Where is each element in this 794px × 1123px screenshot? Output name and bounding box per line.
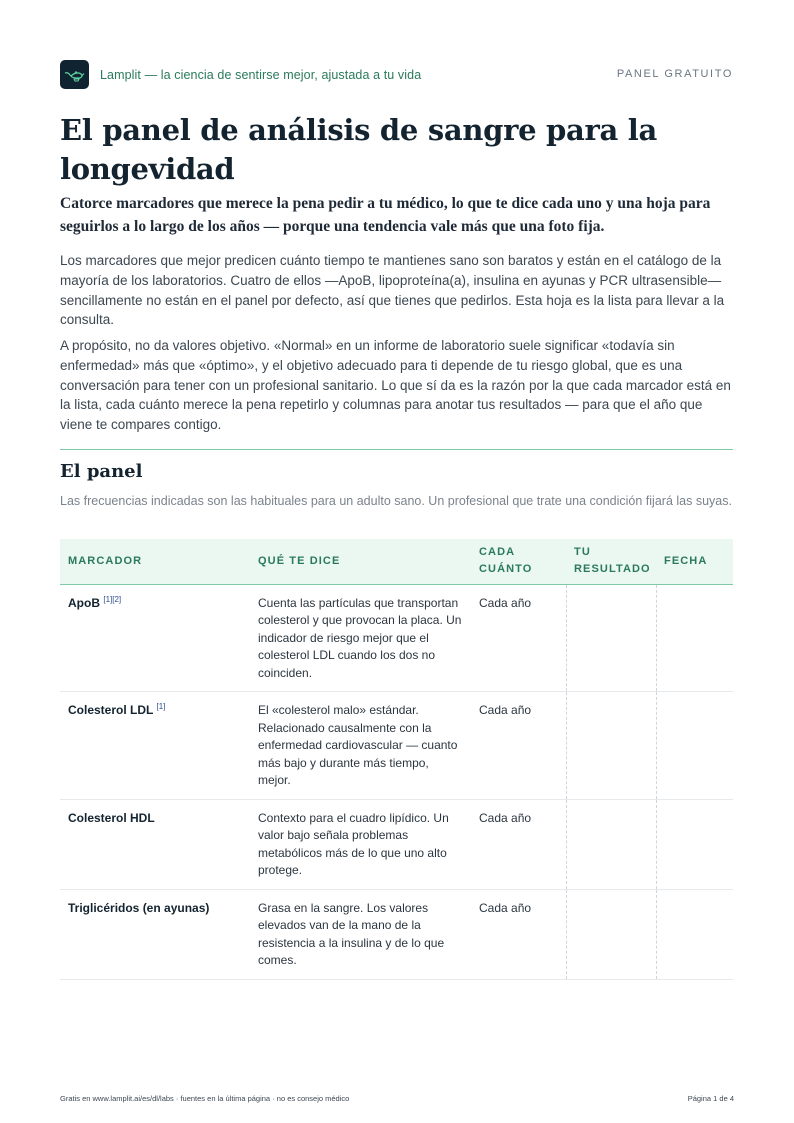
intro-paragraph: A propósito, no da valores objetivo. «Normal» en un informe de laboratorio suele significar «todavía sin enfermedad» más que «óptimo», y el objetivo adecuado para ti depende de tu riesgo global, que es una conversación para tener con un profesional sanitario. Lo que sí da es la razón por la que cada marcador está en la lista, cada cuánto merece la pena repetirlo y columnas para anotar tus resultados — para que el año que viene te compares contigo. (60, 338, 731, 433)
section-note: Las frecuencias indicadas son las habituales para un adulto sano. Un profesional que trate una condición fijará las suyas. (60, 494, 732, 508)
result-entry-cell (566, 799, 656, 889)
section-title: El panel (60, 461, 143, 482)
column-header-date: FECHA (656, 539, 733, 584)
marker-name: ApoB (68, 595, 100, 610)
meaning-cell: El «colesterol malo» estándar. Relacionado causalmente con la enfermedad cardiovascular — cuanto más bajo y durante más tiempo, mejor. (250, 692, 471, 800)
frequency-cell: Cada año (471, 584, 566, 692)
table-header-row (60, 539, 733, 584)
brand-tagline-link[interactable]: Lamplit — la ciencia de sentirse mejor, ajustada a tu vida (100, 68, 422, 82)
marker-name-cell (60, 799, 250, 889)
meaning-cell: Grasa en la sangre. Los valores elevados van de la mano de la resistencia a la insulina y de lo que comes. (250, 889, 471, 979)
page-subtitle: Catorce marcadores que merece la pena pedir a tu médico, lo que te dice cada uno y una hoja para seguirlos a lo largo de los años — porque una tendencia vale más que una foto fija. (60, 195, 711, 235)
frequency-cell: Cada año (471, 692, 566, 800)
intro-paragraph: Los marcadores que mejor predicen cuánto tiempo te mantienes sano son baratos y están en el catálogo de la mayoría de los laboratorios. Cuatro de ellos —ApoB, lipoproteína(a), insulina en ayunas y PCR ultrasensible— sencillamente no están en el panel por defecto, así que tienes que pedirlos. Esta hoja es la lista para llevar a la consulta. (60, 253, 725, 328)
table-row (60, 889, 733, 979)
table-row (60, 584, 733, 692)
marker-name-cell (60, 692, 250, 800)
date-entry-cell (656, 584, 733, 692)
meaning-cell: Contexto para el cuadro lipídico. Un valor bajo señala problemas metabólicos más de lo que uno alto protege. (250, 799, 471, 889)
page-number: Página 1 de 4 (687, 1094, 734, 1103)
panel-tag: PANEL GRATUITO (616, 68, 733, 80)
column-header-meaning: QUÉ TE DICE (250, 539, 471, 584)
marker-name-cell (60, 889, 250, 979)
result-entry-cell (566, 692, 656, 800)
column-header-frequency: CADA CUÁNTO (471, 539, 566, 584)
footer-note: Gratis en www.lamplit.ai/es/dl/labs · fuentes en la última página · no es consejo médico (60, 1094, 350, 1103)
marker-name: Colesterol HDL (68, 810, 155, 825)
table-row (60, 692, 733, 800)
column-header-result: TU RESULTADO (566, 539, 656, 584)
marker-name: Triglicéridos (en ayunas) (68, 900, 210, 915)
table-row (60, 799, 733, 889)
date-entry-cell (656, 889, 733, 979)
column-header-marker: MARCADOR (60, 539, 250, 584)
marker-name: Colesterol LDL (68, 703, 154, 717)
genie-lamp-icon (64, 68, 85, 82)
result-entry-cell (566, 889, 656, 979)
logo (60, 60, 89, 89)
page-title: El panel de análisis de sangre para la longevidad (60, 113, 657, 186)
page-header (60, 60, 733, 90)
marker-name-cell (60, 584, 250, 692)
date-entry-cell (656, 692, 733, 800)
frequency-cell: Cada año (471, 799, 566, 889)
frequency-cell: Cada año (471, 889, 566, 979)
result-entry-cell (566, 584, 656, 692)
marker-table (60, 539, 733, 980)
section-divider (60, 449, 733, 450)
date-entry-cell (656, 799, 733, 889)
citation-link[interactable]: [1][2] (103, 594, 122, 604)
citation-link[interactable]: [1] (156, 702, 166, 711)
meaning-cell: Cuenta las partículas que transportan colesterol y que provocan la placa. Un indicador de riesgo mejor que el colesterol LDL cuando los dos no coinciden. (250, 584, 471, 692)
